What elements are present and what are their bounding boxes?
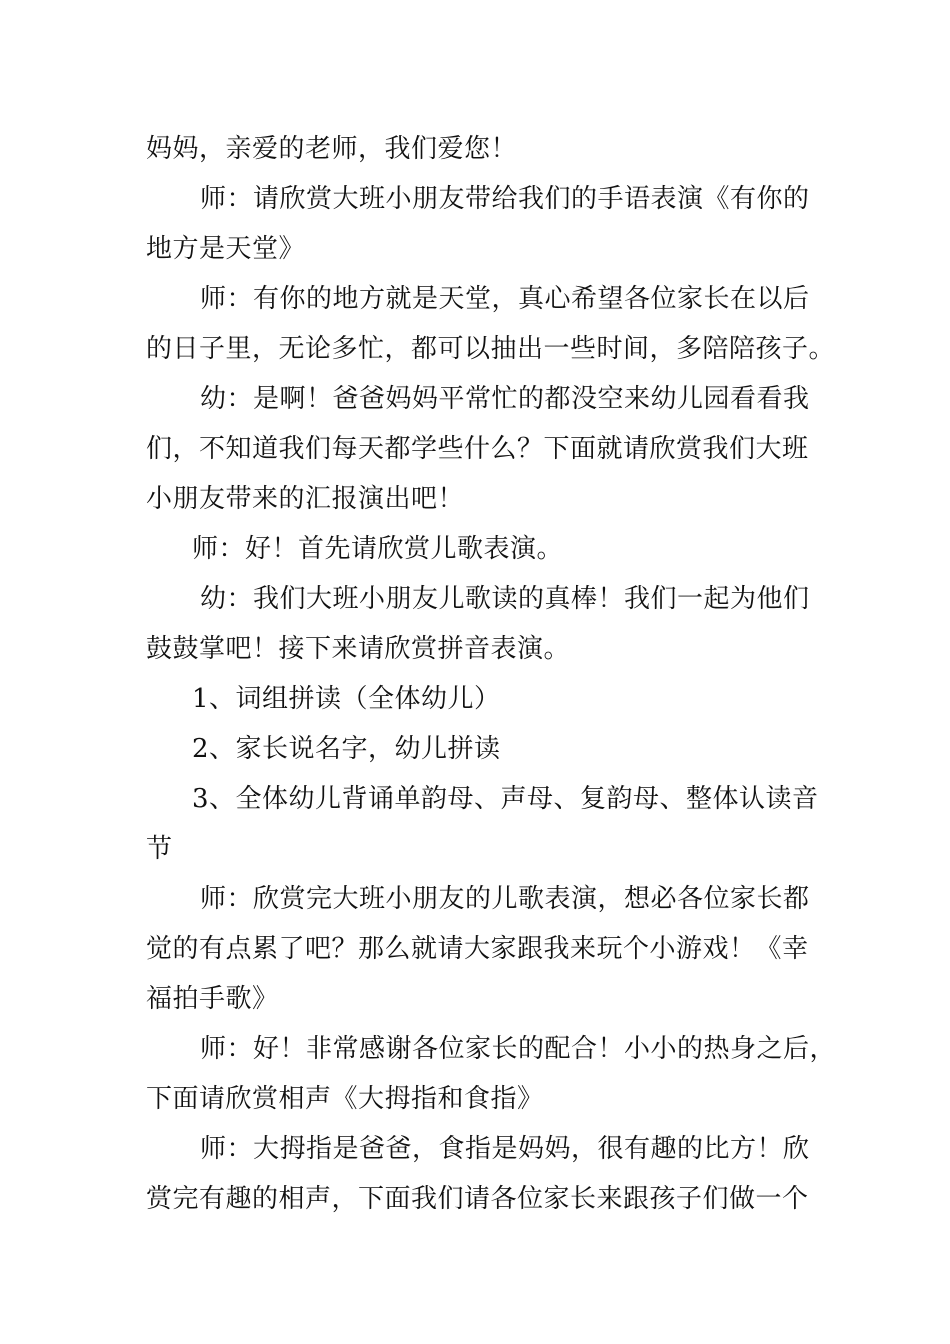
- text-line: 师：欣赏完大班小朋友的儿歌表演，想必各位家长都: [200, 884, 810, 914]
- text-line: 师：好！首先请欣赏儿歌表演。: [192, 534, 564, 564]
- text-line: 觉的有点累了吧？那么就请大家跟我来玩个小游戏！《幸: [146, 934, 809, 964]
- text-line: 们，不知道我们每天都学些什么？下面就请欣赏我们大班: [146, 434, 809, 464]
- text-line: 福拍手歌》: [146, 984, 279, 1014]
- text-line: 1、词组拼读（全体幼儿）: [192, 684, 501, 714]
- text-line: 地方是天堂》: [146, 234, 306, 264]
- text-line: 3、全体幼儿背诵单韵母、声母、复韵母、整体认读音: [192, 784, 819, 814]
- text-line: 师：好！非常感谢各位家长的配合！小小的热身之后，: [200, 1034, 837, 1064]
- text-line: 2、家长说名字，幼儿拼读: [192, 734, 501, 764]
- text-line: 师：请欣赏大班小朋友带给我们的手语表演《有你的: [200, 184, 810, 214]
- text-line: 师：有你的地方就是天堂，真心希望各位家长在以后: [200, 284, 810, 314]
- text-line: 幼：我们大班小朋友儿歌读的真棒！我们一起为他们: [200, 584, 810, 614]
- text-line: 鼓鼓掌吧！接下来请欣赏拼音表演。: [146, 634, 571, 664]
- text-line: 幼：是啊！爸爸妈妈平常忙的都没空来幼儿园看看我: [200, 384, 810, 414]
- text-line: 的日子里，无论多忙，都可以抽出一些时间，多陪陪孩子。: [146, 334, 836, 364]
- text-line: 赏完有趣的相声，下面我们请各位家长来跟孩子们做一个: [146, 1184, 809, 1214]
- text-line: 节: [146, 834, 173, 864]
- text-line: 下面请欣赏相声《大拇指和食指》: [146, 1084, 544, 1114]
- text-line: 小朋友带来的汇报演出吧！: [146, 484, 465, 514]
- text-line: 师：大拇指是爸爸，食指是妈妈，很有趣的比方！欣: [200, 1134, 810, 1164]
- text-line: 妈妈，亲爱的老师，我们爱您！: [146, 134, 518, 164]
